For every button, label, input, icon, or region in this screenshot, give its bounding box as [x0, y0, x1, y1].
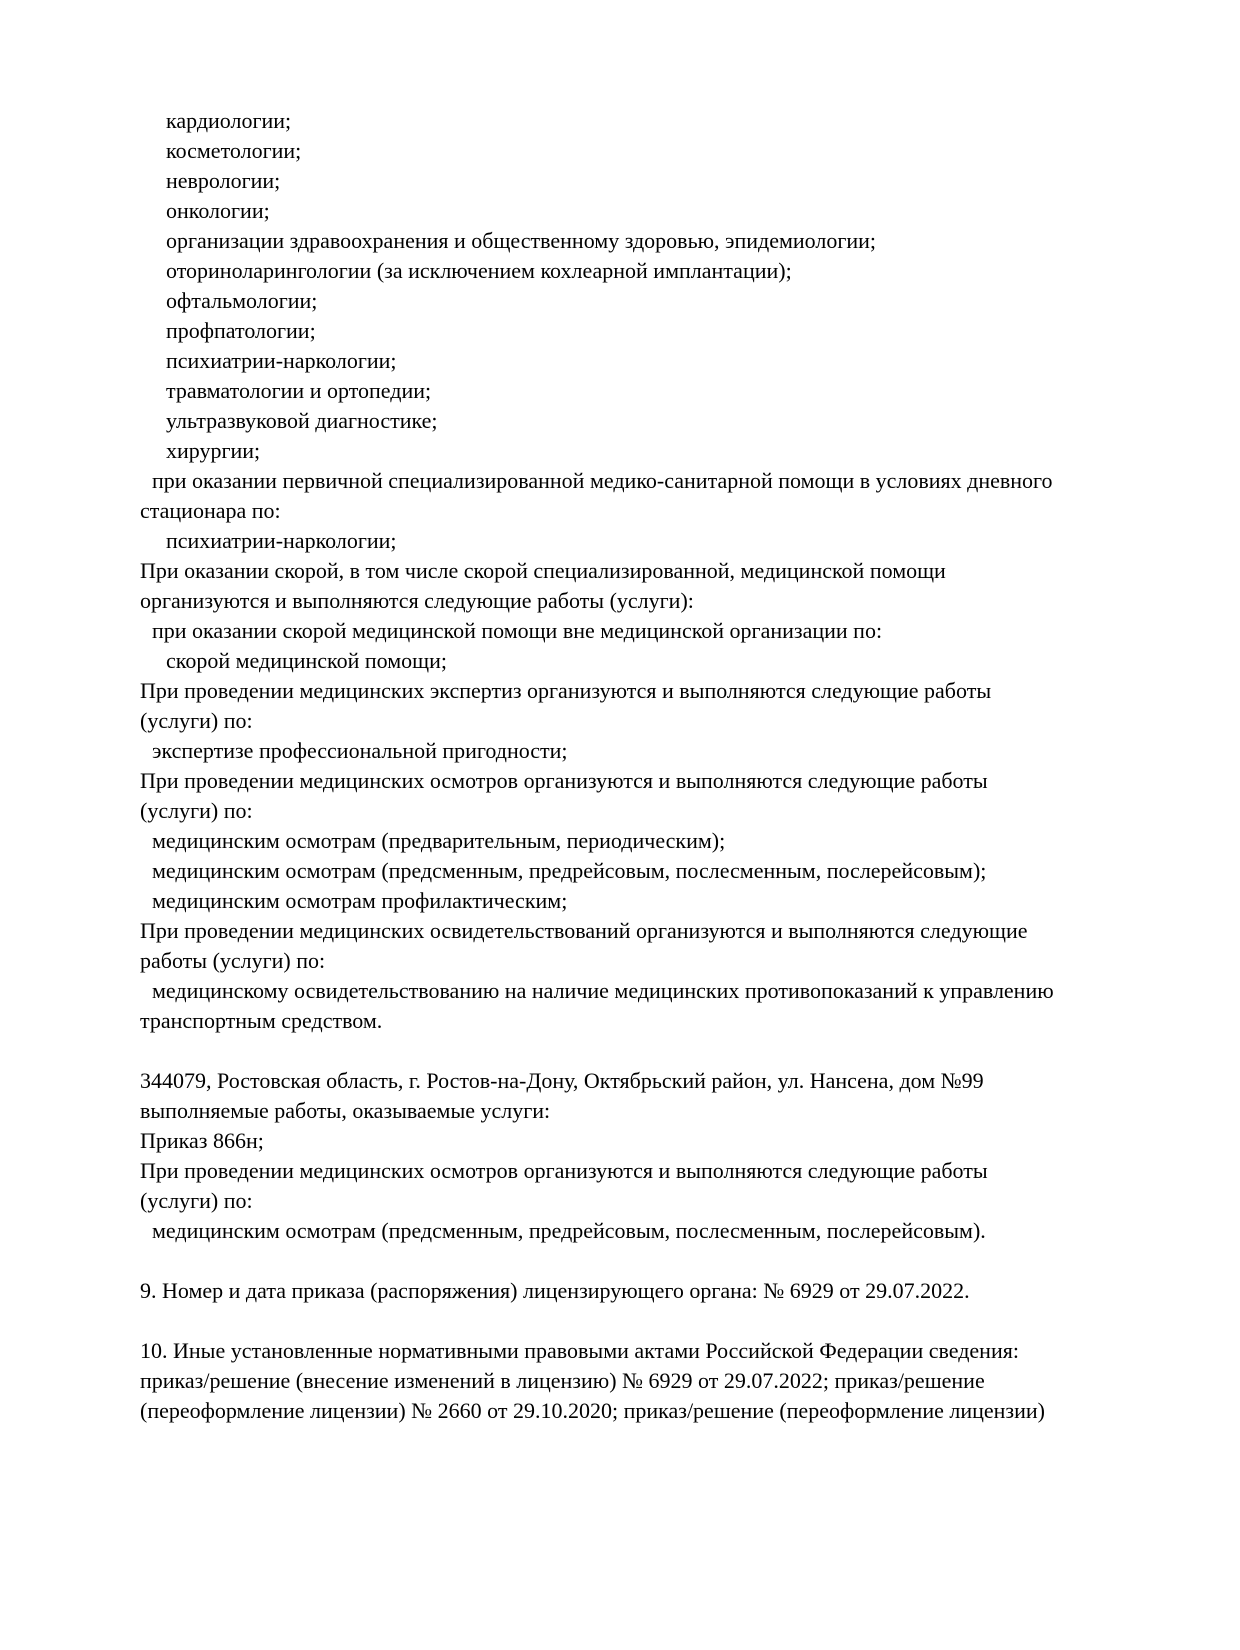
text-line: психиатрии-наркологии; [166, 348, 397, 373]
text-line: при оказании первичной специализированной медико-санитарной помощи в условиях дневного [152, 468, 1053, 493]
text-line: (услуги) по: [140, 708, 253, 733]
text-line: онкологии; [166, 198, 270, 223]
text-line: ультразвуковой диагностике; [166, 408, 438, 433]
text-line: стационара по: [140, 498, 281, 523]
text-line: 9. Номер и дата приказа (распоряжения) лицензирующего органа: № 6929 от 29.07.2022. [140, 1278, 970, 1303]
text-line: экспертизе профессиональной пригодности; [152, 738, 568, 763]
text-line: медицинскому освидетельствованию на наличие медицинских противопоказаний к управлению [152, 978, 1054, 1003]
text-line: медицинским осмотрам (предсменным, предрейсовым, послесменным, послерейсовым); [152, 858, 987, 883]
text-line: медицинским осмотрам (предварительным, периодическим); [152, 828, 726, 853]
text-line: скорой медицинской помощи; [166, 648, 448, 673]
text-line: При оказании скорой, в том числе скорой специализированной, медицинской помощи [140, 558, 946, 583]
document-body [140, 106, 1210, 1426]
text-line: выполняемые работы, оказываемые услуги: [140, 1098, 551, 1123]
text-line: профпатологии; [166, 318, 316, 343]
text-line: оториноларингологии (за исключением кохлеарной имплантации); [166, 258, 792, 283]
text-line: медицинским осмотрам профилактическим; [152, 888, 568, 913]
text-line: медицинским осмотрам (предсменным, предрейсовым, послесменным, послерейсовым). [152, 1218, 986, 1243]
text-line: При проведении медицинских осмотров организуются и выполняются следующие работы [140, 768, 988, 793]
text-line: 10. Иные установленные нормативными правовыми актами Российской Федерации сведения: [140, 1338, 1019, 1363]
text-line: косметологии; [166, 138, 302, 163]
text-line: организации здравоохранения и общественному здоровью, эпидемиологии; [166, 228, 877, 253]
text-line: (переоформление лицензии) № 2660 от 29.10.2020; приказ/решение (переоформление лицензии) [140, 1398, 1045, 1423]
text-line: неврологии; [166, 168, 281, 193]
text-line: хирургии; [166, 438, 261, 463]
blank-line [140, 1246, 1210, 1276]
text-line: офтальмологии; [166, 288, 318, 313]
text-line: (услуги) по: [140, 1188, 253, 1213]
text-line: травматологии и ортопедии; [166, 378, 432, 403]
blank-line [140, 1036, 1210, 1066]
text-line: при оказании скорой медицинской помощи вне медицинской организации по: [152, 618, 883, 643]
text-line: (услуги) по: [140, 798, 253, 823]
text-line: психиатрии-наркологии; [166, 528, 397, 553]
text-line: транспортным средством. [140, 1008, 383, 1033]
text-line: кардиологии; [166, 108, 292, 133]
text-line: приказ/решение (внесение изменений в лицензию) № 6929 от 29.07.2022; приказ/решение [140, 1368, 985, 1393]
text-line: организуются и выполняются следующие работы (услуги): [140, 588, 694, 613]
text-line: Приказ 866н; [140, 1128, 264, 1153]
blank-line [140, 1306, 1210, 1336]
text-line: При проведении медицинских осмотров организуются и выполняются следующие работы [140, 1158, 988, 1183]
text-line: При проведении медицинских освидетельствований организуются и выполняются следующие [140, 918, 1028, 943]
text-line: 344079, Ростовская область, г. Ростов-на-Дону, Октябрьский район, ул. Нансена, дом №99 [140, 1068, 984, 1093]
text-line: При проведении медицинских экспертиз организуются и выполняются следующие работы [140, 678, 992, 703]
text-line: работы (услуги) по: [140, 948, 326, 973]
